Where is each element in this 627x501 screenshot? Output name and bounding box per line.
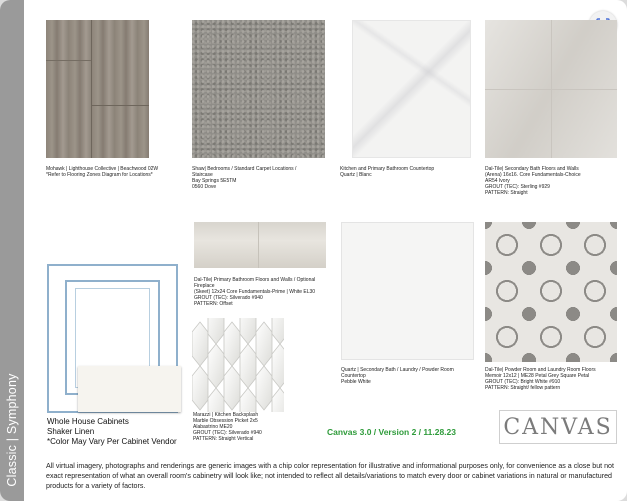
secondary-bath-tile-swatch	[485, 20, 617, 158]
secondary-bath-tile-caption: Dal-Tile| Secondary Bath Floors and Walls (Arena) 16x16. Core Fundamentals-Choice AR54 Ivory GROUT (TEC): Sterling #929 PATTERN: Straight	[485, 166, 581, 196]
shaker-linen-chip	[78, 366, 181, 412]
pebble-white-quartz-swatch	[341, 222, 474, 360]
marble-picket-backsplash-swatch	[192, 318, 284, 412]
wood-floor-swatch	[46, 20, 149, 158]
primary-bath-tile-swatch	[194, 222, 326, 268]
disclaimer: All virtual imagery, photographs and renderings are generic images with a chip color representation for illustrative and informational purposes only, for convenience as a close but not exact representation of what an overall room's cabinetry will look like; not intended to reflect all details/variations to match every door or cabinet variations in natural or manufactured products for a variety of factors.	[46, 462, 614, 490]
pebble-white-caption: Quartz | Secondary Bath / Laundry / Powder Room Countertop Pebble White	[341, 367, 454, 385]
primary-bath-tile-caption: Dal-Tile| Primary Bathroom Floors and Walls / Optional Fireplace (Skeet) 12x24 Core Fundamentals-Prime | White EL30 GROUT (TEC): Silverado #940 PATTERN: Offset	[194, 277, 316, 307]
sidebar-label: Classic | Symphony	[5, 373, 19, 487]
petal-grey-tile-swatch	[485, 222, 617, 362]
quartz-countertop-swatch	[352, 20, 471, 158]
carpet-swatch	[192, 20, 325, 158]
quartz-countertop-caption: Kitchen and Primary Bathroom Countertop Quartz | Blanc	[340, 166, 435, 178]
version-label: Canvas 3.0 / Version 2 / 11.28.23	[327, 427, 457, 437]
wood-floor-caption: Mohawk | Lighthouse Collective | Beachwood 02W *Refer to Flooring Zones Diagram for Locations*	[46, 166, 159, 178]
carpet-caption: Shaw| Bedrooms / Standard Carpet Locations / Staircase Bay Springs 5E5TM 0560 Dove	[192, 166, 297, 190]
sidebar	[0, 0, 24, 501]
cabinet-caption: Whole House Cabinets Shaker Linen *Color May Vary Per Cabinet Vendor	[47, 417, 177, 446]
petal-grey-tile-caption: Dal-Tile| Powder Room and Laundry Room Floors Memoir 12x12 | ME28 Petal Grey Square Petal GROUT (TEC): Bright White #910 PATTERN: Straight/ fellow pattern	[485, 367, 596, 391]
canvas-logo-text: CANVAS	[503, 414, 613, 440]
canvas-logo	[499, 410, 617, 444]
backsplash-caption: Marazzi | Kitchen Backsplash Marble Obsession Picket 2x5 Alabastrino ME20 GROUT (TEC): Silverado #940 PATTERN: Straight Vertical	[193, 412, 262, 442]
